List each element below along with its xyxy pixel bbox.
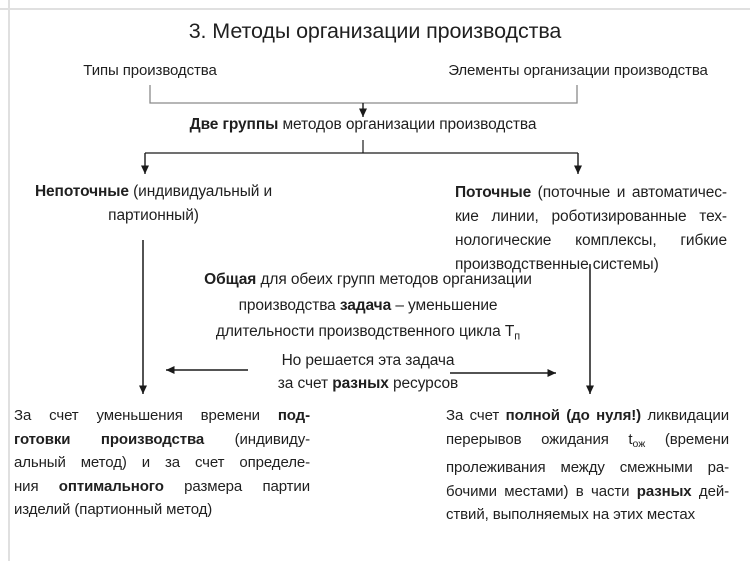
text-segment: За счет (446, 407, 506, 424)
branch-non-flow (12, 180, 295, 228)
text-segment: Общая (204, 271, 257, 288)
text-line (188, 267, 548, 293)
text-line (446, 503, 729, 527)
text-segment: Непоточные (34, 183, 129, 200)
text-segment: ликвидации (641, 407, 729, 424)
text-line (14, 475, 310, 499)
text-line (455, 205, 727, 229)
text-segment: оптимального (58, 477, 164, 495)
text-line (446, 456, 729, 480)
text-segment: (времени (645, 430, 730, 448)
text-line (446, 480, 729, 504)
text-segment: производства (238, 297, 340, 314)
text-segment: разных (332, 375, 389, 392)
text-line (12, 180, 295, 204)
text-line (243, 372, 493, 395)
label-production-types: Типы производства (83, 62, 217, 79)
top-bracket-line (150, 85, 577, 103)
text-segment: ож (632, 437, 646, 450)
text-segment: изделий (партионный метод) (14, 501, 213, 518)
text-segment: п (514, 330, 521, 343)
text-segment: задача (339, 297, 392, 314)
common-task-text (188, 267, 548, 349)
text-segment: нологические комплексы, гибкие (455, 232, 727, 249)
text-segment: полной (до нуля!) (505, 407, 642, 424)
left-resource-text (14, 404, 310, 522)
text-segment: для обеих групп методов организации (256, 271, 532, 288)
text-segment: производственные системы) (455, 256, 659, 273)
text-segment: – уменьшение (391, 297, 498, 314)
text-line (446, 404, 729, 428)
text-segment: Но решается эта задача (281, 352, 455, 369)
text-line (446, 428, 729, 457)
text-segment: Две группы (189, 116, 279, 133)
node-two-groups (188, 116, 538, 134)
text-segment: ресурсов (388, 375, 459, 392)
text-segment: За счет уменьшения времени (14, 407, 278, 424)
text-line (455, 181, 727, 205)
text-segment: (индивидуальный и (128, 183, 273, 200)
text-line (12, 204, 295, 228)
text-segment: ния (14, 477, 59, 495)
text-segment: методов организации производства (278, 116, 537, 133)
branch-flow (455, 181, 727, 277)
text-segment: перерывов ожидания t (446, 430, 633, 448)
label-organization-elements: Элементы организации производства (448, 62, 708, 79)
text-segment: Поточные (455, 184, 532, 201)
text-segment: кие линии, роботизированные тех- (455, 208, 727, 225)
text-segment: под- (277, 407, 310, 424)
text-segment: (индивиду- (204, 430, 310, 448)
text-segment: ствий, выполняемых на этих местах (446, 506, 696, 524)
text-segment: размера партии (163, 477, 310, 495)
text-segment: бочими местами) в части (446, 482, 637, 500)
text-line (14, 451, 310, 475)
text-line (188, 319, 548, 349)
text-segment: пролеживания между смежными ра- (446, 459, 729, 477)
text-segment: (поточные и автоматичес- (531, 184, 727, 201)
text-line (14, 428, 310, 452)
text-segment: готовки производства (14, 430, 205, 448)
text-segment: партионный) (108, 207, 199, 224)
text-segment: длительности производственного цикла Т (215, 323, 515, 340)
text-segment: разных (636, 482, 692, 500)
text-segment: дей- (691, 482, 729, 500)
text-line (243, 349, 493, 372)
page-title: 3. Методы организации производства (188, 19, 562, 43)
text-line (188, 293, 548, 319)
resources-note-text (243, 349, 493, 395)
right-resource-text (446, 404, 729, 527)
text-line (14, 498, 310, 522)
text-line (14, 404, 310, 428)
text-segment: альный метод) и за счет определе- (14, 454, 310, 471)
text-line (455, 229, 727, 253)
text-segment: за счет (277, 375, 333, 392)
